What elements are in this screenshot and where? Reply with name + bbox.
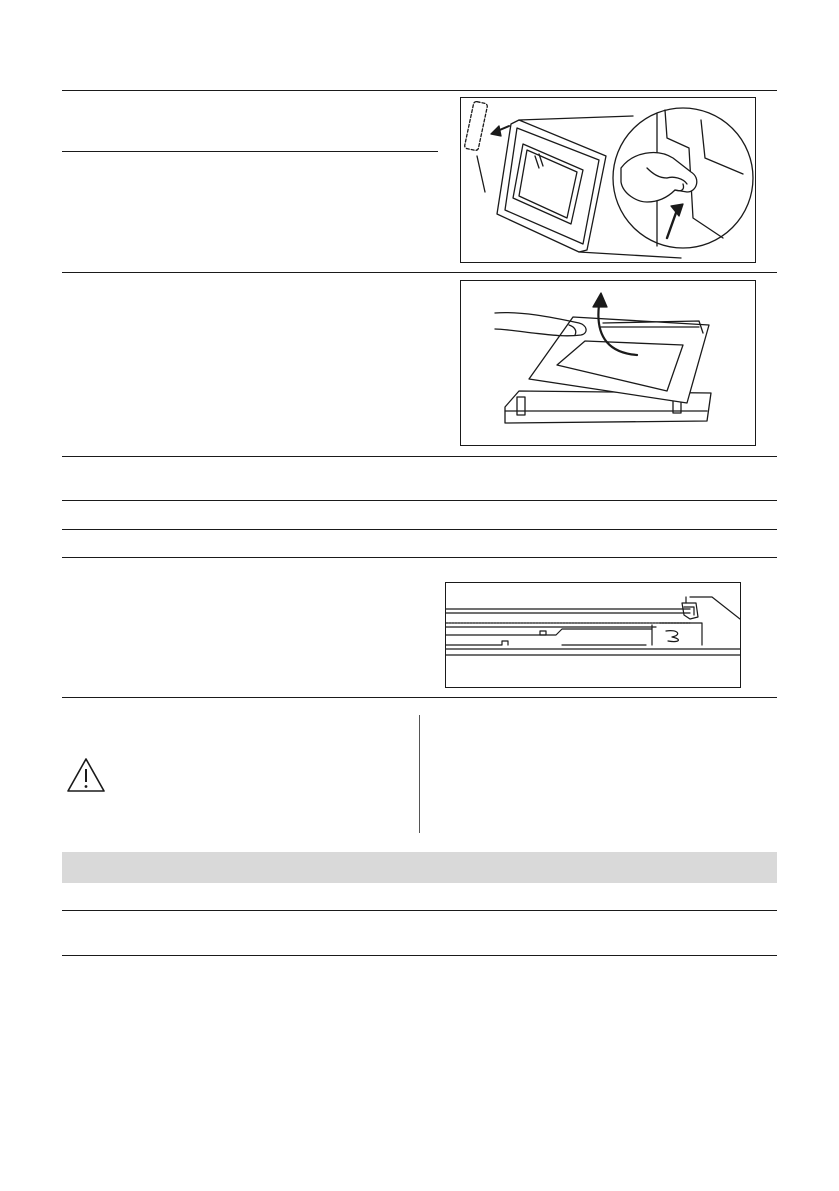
section-heading-band — [62, 852, 777, 883]
section-divider — [62, 910, 777, 911]
lift-glass-panel-illustration — [460, 280, 756, 446]
section-divider — [62, 456, 777, 457]
section-divider — [62, 500, 777, 501]
section-divider — [62, 557, 777, 558]
column-separator — [419, 715, 420, 833]
remove-glass-panel-illustration — [460, 97, 756, 263]
section-divider — [62, 529, 777, 530]
section-divider — [62, 272, 777, 273]
section-divider — [62, 697, 777, 698]
warning-triangle-icon — [66, 757, 106, 793]
instruction-sub-divider — [62, 151, 438, 152]
glass-seal-position-illustration — [445, 582, 741, 688]
section-divider-bottom — [62, 955, 777, 956]
section-divider-top — [62, 90, 777, 91]
